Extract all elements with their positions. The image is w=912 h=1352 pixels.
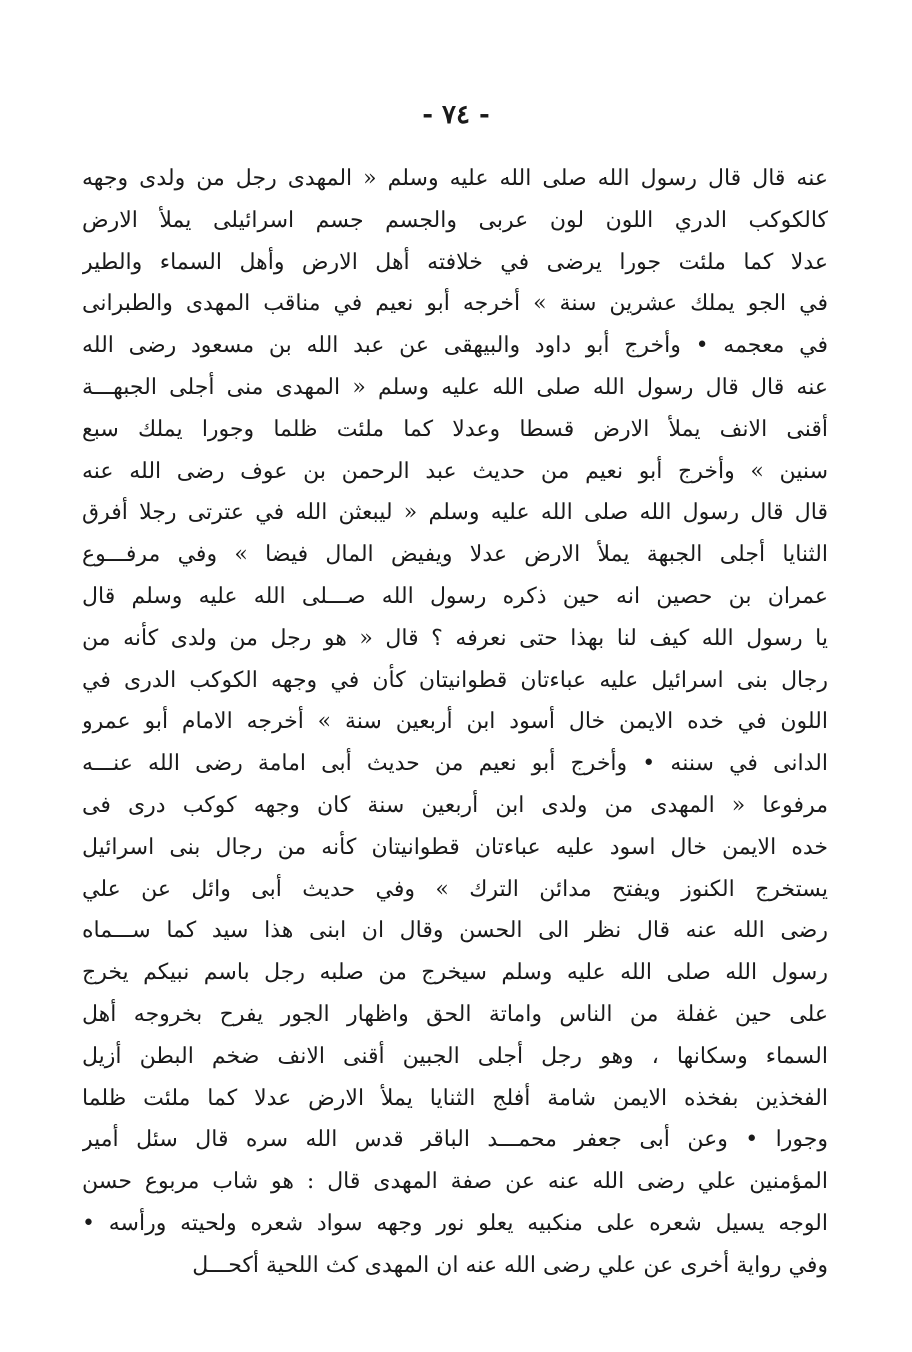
page-number: - ٧٤ -	[422, 100, 490, 130]
text-line: رضى الله عنه قال نظر الى الحسن وقال ان ابنى هذا سيد كما ســـماه	[82, 918, 828, 944]
text-line: خده الايمن خال اسود عليه عباءتان قطوانيتان كأنه من رجال بنى اسرائيل	[82, 834, 828, 860]
text-line: السماء وسكانها ، وهو رجل أجلى الجبين أقنى الانف ضخم البطن أزيل	[82, 1043, 828, 1069]
text-line: كالكوكب الدري اللون لون عربى والجسم جسم اسرائيلى يملأ الارض	[82, 207, 828, 233]
text-line: عدلا كما ملئت جورا يرضى في خلافته أهل الارض وأهل السماء والطير	[82, 249, 828, 275]
text-line: الفخذين بفخذه الايمن شامة أفلج الثنايا يملأ الارض عدلا كما ملئت ظلما	[82, 1085, 828, 1111]
text-line: سنين » وأخرج أبو نعيم من حديث عبد الرحمن بن عوف رضى الله عنه	[82, 458, 828, 484]
text-line: على حين غفلة من الناس واماتة الحق واظهار الجور يفرح بخروجه أهل	[82, 1001, 828, 1027]
text-line: المؤمنين علي رضى الله عنه عن صفة المهدى قال : هو شاب مربوع حسن	[82, 1169, 828, 1195]
text-line: اللون في خده الايمن خال أسود ابن أربعين سنة » أخرجه الامام أبو عمرو	[82, 709, 828, 735]
text-line: وفي رواية أخرى عن علي رضى الله عنه ان المهدى كث اللحية أكحـــل	[192, 1252, 828, 1278]
text-line: قال قال رسول الله صلى الله عليه وسلم « ليبعثن الله في عترتى رجلا أفرق	[82, 500, 828, 526]
text-line: الثنايا أجلى الجبهة يملأ الارض عدلا ويفيض المال فيضا » وفي مرفـــوع	[82, 542, 828, 568]
text-line: رجال بنى اسرائيل عليه عباءتان قطوانيتان كأن في وجهه الكوكب الدرى في	[82, 667, 828, 693]
body-text	[82, 158, 828, 1287]
text-line: عمران بن حصين انه حين ذكره رسول الله صـــلى الله عليه وسلم قال	[82, 583, 828, 609]
text-line: الدانى في سننه • وأخرج أبو نعيم من حديث أبى امامة رضى الله عنـــه	[82, 751, 828, 777]
text-line: وجورا • وعن أبى جعفر محمـــد الباقر قدس الله سره قال سئل أمير	[82, 1127, 828, 1153]
text-line: الوجه يسيل شعره على منكبيه يعلو نور وجهه سواد شعره ولحيته ورأسه •	[82, 1210, 828, 1236]
text-line: أقنى الانف يملأ الارض قسطا وعدلا كما ملئت ظلما وجورا يملك سبع	[82, 416, 828, 442]
text-line: يستخرج الكنوز ويفتح مدائن الترك » وفي حديث أبى وائل عن علي	[82, 876, 828, 902]
text-line: عنه قال قال رسول الله صلى الله عليه وسلم « المهدى رجل من ولدى وجهه	[82, 166, 828, 191]
text-line: عنه قال قال رسول الله صلى الله عليه وسلم « المهدى منى أجلى الجبهـــة	[82, 374, 828, 400]
text-line: رسول الله صلى الله عليه وسلم سيخرج من صلبه رجل باسم نبيكم يخرج	[82, 960, 828, 986]
text-line: في معجمه • وأخرج أبو داود والبيهقى عن عبد الله بن مسعود رضى الله	[82, 333, 828, 359]
text-line: في الجو يملك عشرين سنة » أخرجه أبو نعيم في مناقب المهدى والطبرانى	[82, 291, 828, 317]
text-line: يا رسول الله كيف لنا بهذا حتى نعرفه ؟ قال « هو رجل من ولدى كأنه من	[82, 625, 828, 651]
text-line: مرفوعا « المهدى من ولدى ابن أربعين سنة كان وجهه كوكب درى فى	[82, 792, 828, 818]
